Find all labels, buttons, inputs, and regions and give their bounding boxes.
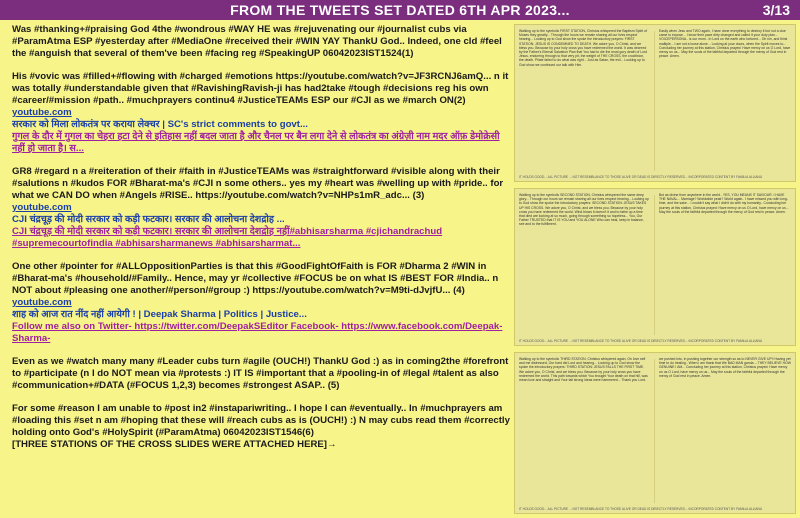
slide-1-right-text: Easily when Jesu and TWO again, I have done everything to destroy it but not a clue came to expose... I know their pace dirty changed and called it your duty plan... VOICEPERSONA.. is our mom.. In Lord on the earth who tortured... Oh nin, and think maltiple... I am not a loose alone... Looking at your doors, when the Spirit moves to... Concluding her journey at this station, Christus prayed: Have mercy on us O Lord, have mercy on us... May the souls of the faithful departed through the mercy of God rest in peace. Amen. bbox=[659, 29, 791, 59]
slide-2-right-text: But as divine from anywhere in the world.. YES, YOU MEANS IT SAVIOUR. I HAVE THE NAVAL... Marriage? Worldwide peak? World again.. I have missed you with long- time, and the sake... I couldn't say what I didn't do with my humanity.. Concluding her journey at this station, Christus prayed: Have mercy on us O Lord, have mercy on us... May the souls of the faithful departed through the mercy of God rest in peace. Amen. bbox=[659, 193, 789, 214]
page-counter: 3/13 bbox=[762, 2, 790, 18]
youtube-link-2[interactable]: youtube.com bbox=[12, 202, 72, 213]
tweet-paragraph-1: Was #thanking+#praising God 4the #wondrous #WAY HE was #rejuvenating our #journalist cubs via #ParamAtma ESP #yesterday after #MediaOne #received their #WIN YAY ThankU God.. Indeed, one cld #feel the #anguish that several of them've been #facing reg #SpeakingUP 06042023IST1524(1) bbox=[12, 24, 502, 59]
slide-station-2[interactable] bbox=[514, 188, 796, 346]
tweet-paragraph-6: For some #reason I am unable to #post in2 #instapariwriting.. I hope I can #eventually.. In #muchprayers am #loading this #set n am #hoping that these will #reach cubs as is (OUCH!) :) N may cubs read them #correctly holding onto God's #HolySpirit (#ParamAtma) 06042023IST1546(6) bbox=[12, 403, 510, 438]
slide-2-footer: IT HOLDS GOOD... ALL PICTURE ... NOT RESEMBLANCE TO THOSE ALIVE OR DEAD IS DIRECTLY RESERVED... INCORPORATED CONTENT BY FAMILIA ALLIANU bbox=[519, 339, 763, 343]
video-desc-2: CJI चंद्रचूड़ की मोदी सरकार को कड़ी फटकार। सरकार की आलोचना देशद्रोह नहीं#abhisarsharma #cjichandrachud #supremecourtofindia #abhisarsharmanews #abhisarsharmat... bbox=[12, 226, 443, 249]
slide-station-1[interactable] bbox=[514, 24, 796, 182]
tweet-paragraph-2: His #vovic was #filled+#flowing with #charged #emotions https://youtube.com/watch?v=JF3RCNJ6amQ... n it was totally #understandable given that #RavishingRavish-ji has had2take #tough #decisions reg his own #career/#mission #path.. #muchprayers continu4 #JusticeTEAMs ESP our #CJI as we #march ON(2) bbox=[12, 71, 509, 106]
tweets-text-column bbox=[12, 24, 510, 516]
tweet-paragraph-3: GR8 #regard n a #reiteration of their #faith in #JusticeTEAMs was #straightforward #visible along with their #salutions n #kudos FOR #Bharat-ma's #CJI n some others.. yes my #heart was #welling up with #pride.. for what we CAN DO when #Angels #RISE.. https://youtube.com/watch?v=NHPs1mR_adc... (3) bbox=[12, 166, 504, 201]
page-title: FROM THE TWEETS SET DATED 6TH APR 2023... bbox=[230, 2, 570, 18]
youtube-link-1[interactable]: youtube.com bbox=[12, 107, 72, 118]
slide-3-footer: IT HOLDS GOOD... ALL PICTURE ... NOT RESEMBLANCE TO THOSE ALIVE OR DEAD IS DIRECTLY RESERVED... INCORPORATED CONTENT BY FAMILIA ALLIANU bbox=[519, 507, 763, 511]
youtube-link-3[interactable]: youtube.com bbox=[12, 297, 72, 308]
slide-1-footer: IT HOLDS GOOD... ALL PICTURE ... NOT RESEMBLANCE TO THOSE ALIVE OR DEAD IS DIRECTLY RESERVED... INCORPORATED CONTENT BY FAMILIA ALLIANU bbox=[519, 175, 763, 179]
video-desc-3: Follow me also on Twitter- https://twitter.com/DeepakSEditor Facebook- https://www.facebook.com/Deepak-Sharma- bbox=[12, 321, 503, 344]
page-header bbox=[0, 0, 800, 20]
slide-3-right-text: we pushed into, in pushing together our strength so as to NEVER GIVE UP!! Having yet time to do healing.. When I am thank that We BAD MAN ganda -- THEY BELIEVE HOW GENUINE I AM... Concluding her journey at this station, Christus prayed: Have mercy on us O Lord, have mercy on us... May the souls of the faithful departed through the mercy of God rest in peace. Amen. bbox=[659, 357, 791, 378]
video-title-2[interactable]: CJI चंद्रचूड़ की मोदी सरकार को कड़ी फटकार। सरकार की आलोचना देशद्रोह ... bbox=[12, 214, 285, 225]
slide-3-divider bbox=[654, 359, 655, 503]
slide-1-left-text: Walking up to the symbolic FIRST STATION, Christus whispered the Baptism Spirit of Moses they greatly... Through the hours we remain sharing all our lives respect hearing... Looking up to God show the spoke the introductory prayers: FIRST STATION: JESUS IS CONDEMNED TO DEATH. We adore you, O Christ, and we bless you. Because by your holy cross you have redeemed the world. It was decreed by the Father's Eternal Salvation Plan that You had to die the most gory death of Lord Jesus, endurring through to that very pit, the weight of THE CROSS, the crucifixion, the death. Pilate failed to do what was right... Just as Satan, the evil... Looking up to God show we continued our talk with Him. bbox=[519, 29, 648, 67]
video-title-3[interactable]: शाह को आज रात नींद नहीं आयेगी ! | Deepak Sharma | Politics | Justice... bbox=[12, 309, 307, 320]
slide-2-divider bbox=[654, 195, 655, 335]
attachment-note: [THREE STATIONS OF THE CROSS SLIDES WERE ATTACHED HERE]→ bbox=[12, 439, 337, 450]
tweet-paragraph-5: Even as we #watch many many #Leader cubs turn #agile (OUCH!) ThankU God :) as in coming2the #forefront to #participate (n I do NOT mean via #protests :) IT IS #important that a #pooling-in of #legal #talent as also #communication+#DATA (#FOCUS 1,2,3) becomes #strongest ASAP.. (5) bbox=[12, 356, 509, 391]
slide-2-left-text: Walking up to the symbolic SECOND STATION, Christus whispered the same deep glory... Through our hours we remain sharing all our lives respect hearing... Looking up to God show the spoke the introductory prayers: SECOND STATION: JESUS TAKES UP HIS CROSS. We adore you, O Christ, and we bless you. Because by your holy cross you have redeemed the world. Wind blows it doesn't it and to fathe up a time that died are looking at so much, going through something so hopeless... You, Our Father TRUSTED that IT IS YOU and YOU ALONE Who can heal, keep in balance, see and to the fulfillment. bbox=[519, 193, 649, 227]
tweet-paragraph-4: One other #pointer for #ALLOppositionParties is that this #GoodFightOfFaith is FOR #Dharma 2 #WIN in #Bharat-ma's #household/#Family.. Hence, may yr #collective #FOCUS be on what IS #BEST FOR #India.. n NOT about #pleasing one another/#person/#group :) https://youtube.com/watch?v=M9ti-dJvjfU... (4) bbox=[12, 261, 499, 296]
slide-station-3[interactable] bbox=[514, 352, 796, 514]
slides-column bbox=[514, 24, 796, 514]
video-desc-1: गुगल के दौर में गुगल का चेहरा हटा देने से इतिहास नहीं बदल जाता है और चैनल पर बैन लगा देने से लोकतंत्र का अंग्रेज़ी नाम मदर ऑफ़ डेमोक्रेसी नहीं हो जाता है। स... bbox=[12, 131, 500, 154]
slide-3-left-text: Walking up to the symbolic THIRD STATION, Christus whispered again, On love self and me distressed, Our hard did Lord and hearing... Looking up to God show the spoke the introductory prayers: THIRD STATION: JESUS FALLS THE FIRST TIME. We adore you, O Christ, and we bless you. Because by your holy cross you have redeemed the world. This path towards which You brought Your death on that hill, was mean love and straight and Your tall strong ideas were hammered... Thank you Lord. bbox=[519, 357, 648, 383]
video-title-1[interactable]: सरकार को मिला लोकतंत्र पर कराया लेक्चर | SC's strict comments to govt... bbox=[12, 119, 308, 130]
slide-1-divider bbox=[654, 31, 655, 171]
